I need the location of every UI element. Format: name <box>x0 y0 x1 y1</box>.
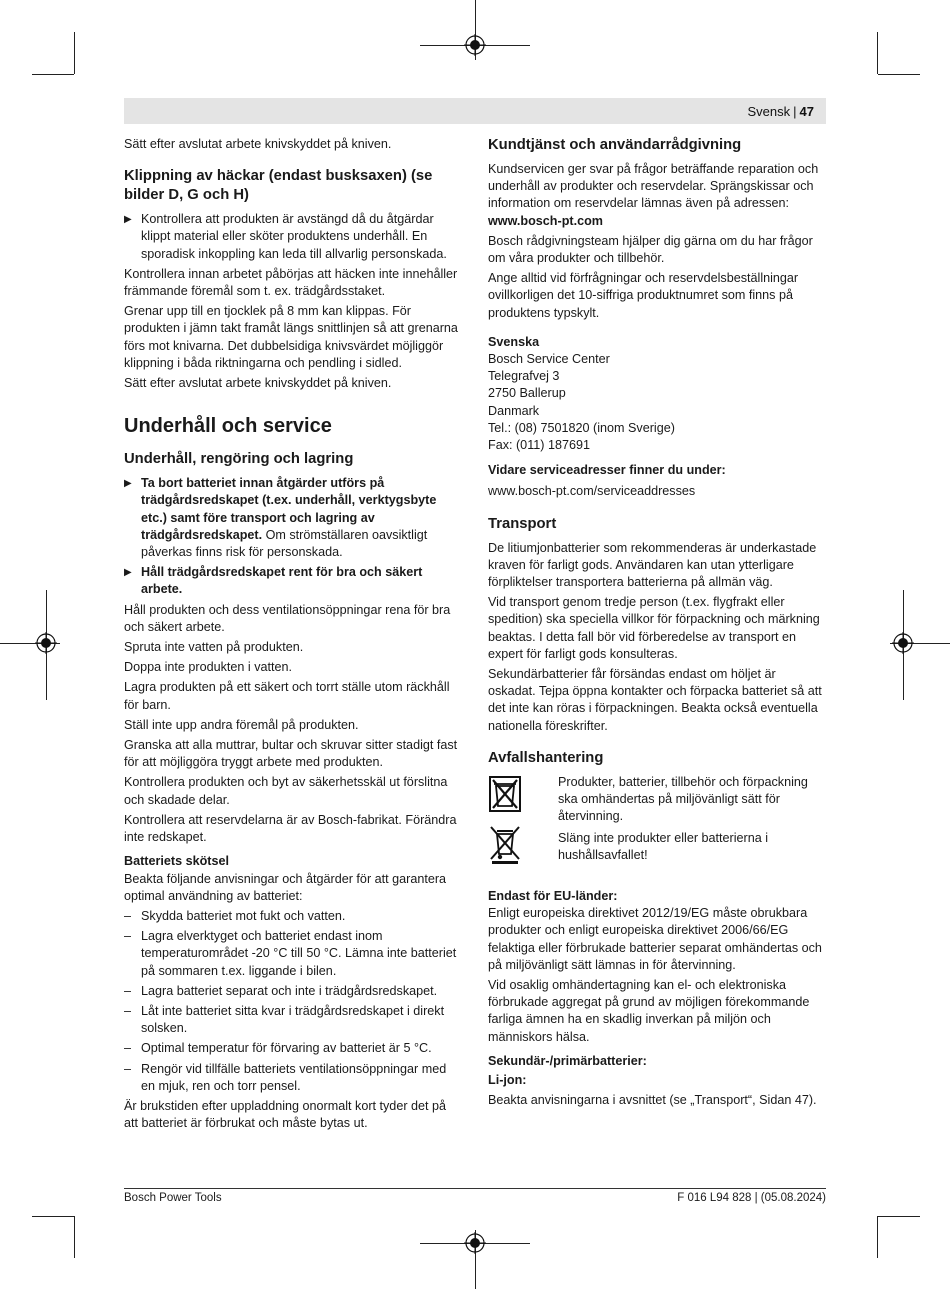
paragraph: Kontrollera innan arbetet påbörjas att häcken inte innehåller främmande föremål som t. ex. trädgårdsstaket. <box>124 266 458 299</box>
page-header: Svensk | 47 <box>747 104 814 119</box>
service-address <box>488 334 826 454</box>
footer-brand: Bosch Power Tools <box>124 1192 222 1204</box>
subheading-battery-care: Batteriets skötsel <box>124 854 229 869</box>
disposal-block <box>488 774 826 874</box>
bullet-item: ▶ Håll trädgårdsredskapet rent för bra och säkert arbete. <box>124 565 423 597</box>
paragraph: Spruta inte vatten på produkten. <box>124 640 304 655</box>
list-item: – Lagra batteriet separat och inte i trädgårdsredskapet. <box>124 983 438 998</box>
paragraph: Sätt efter avslutat arbete knivskyddet på kniven. <box>124 137 392 151</box>
paragraph: Är brukstiden efter uppladdning onormalt kort tyder det på att batteriet är förbrukat och måste bytas ut. <box>124 1098 447 1131</box>
header-language: Svensk <box>747 104 791 119</box>
header-page-number: 47 <box>799 104 814 119</box>
section-heading-transport: Transport <box>488 515 557 532</box>
triangle-bullet-icon: ▶ <box>124 567 132 579</box>
paragraph: Sekundärbatterier får försändas endast om höljet är oskadat. Tejpa öppna kontakter och förpacka batteriet så att det inte kan röras i förpackningen. Beakta också eventuella nationella föreskrifter. <box>488 667 822 733</box>
section-heading-disposal: Avfallshantering <box>488 749 604 766</box>
disposal-text: Släng inte produkter eller batterierna i hushållsavfallet! <box>558 830 769 862</box>
address-line: Fax: (011) 187691 <box>488 438 590 453</box>
registration-mark-icon <box>892 632 914 654</box>
bullet-item: ▶ Kontrollera att produkten är avstängd då du åtgärdar klippt material eller sköter produktens underhåll. En sporadisk inkoppling kan leda till allvarlig personskada. <box>124 212 447 261</box>
section-heading-service: Kundtjänst och användarrådgivning <box>488 137 742 153</box>
address-line: Danmark <box>488 403 540 418</box>
paragraph: Kontrollera att reservdelarna är av Bosch-fabrikat. Förändra inte redskapet. <box>124 812 457 845</box>
right-column <box>488 136 826 1112</box>
paragraph: Doppa inte produkten i vatten. <box>124 660 293 675</box>
triangle-bullet-icon: ▶ <box>124 478 132 490</box>
list-item: – Skydda batteriet mot fukt och vatten. <box>124 908 346 923</box>
paragraph: Enligt europeiska direktivet 2012/19/EG måste obrukbara produkter och enligt europeiska direktivet 2006/66/EG felaktiga eller förbrukade batterier separat omhändertas och på miljövänligt sätt lämnas in för återvinning. <box>488 906 822 972</box>
disposal-text: Produkter, batterier, tillbehör och förpackning ska omhändertas på miljövänligt sätt för återvinning. <box>558 774 808 824</box>
paragraph: Granska att alla muttrar, bultar och skruvar sitter stadigt fast för att möjliggöra tryggt arbete med produkten. <box>124 738 458 770</box>
paragraph: Sätt efter avslutat arbete knivskyddet på kniven. <box>124 376 392 391</box>
chapter-heading-maintenance: Underhåll och service <box>124 415 332 438</box>
address-line: Bosch Service Center <box>488 352 610 367</box>
crop-mark <box>74 32 75 74</box>
crop-mark <box>878 74 920 75</box>
address-country: Svenska <box>488 334 540 349</box>
list-item: – Låt inte batteriet sitta kvar i trädgårdsredskapet i direkt solsken. <box>124 1003 445 1036</box>
subheading-eu: Endast för EU-länder: <box>488 888 618 903</box>
paragraph: Vid osaklig omhändertagning kan el- och elektroniska förbrukade aggregat på grund av möjligen förekommande farliga ämnen ha en skadlig inverkan på miljön och människors hälsa. <box>488 977 810 1044</box>
triangle-bullet-icon: ▶ <box>124 214 132 226</box>
crop-mark <box>32 1216 74 1217</box>
section-heading-hedge: Klippning av häckar (endast busksaxen) (se bilder D, G och H) <box>124 168 433 204</box>
crop-mark <box>877 32 878 74</box>
subheading-li-ion: Li-jon: <box>488 1072 527 1087</box>
crop-mark <box>878 1216 920 1217</box>
paragraph: Beakta följande anvisningar och åtgärder för att garantera optimal användning av batteriet: <box>124 871 447 903</box>
registration-mark-icon <box>35 632 57 654</box>
service-url: www.bosch-pt.com <box>488 213 603 228</box>
footer-doc-id: F 016 L94 828 | (05.08.2024) <box>677 1192 826 1204</box>
more-addresses-label: Vidare serviceadresser finner du under: <box>488 463 726 478</box>
paragraph: Grenar upp till en tjocklek på 8 mm kan klippas. För produkten i jämn takt framåt längs snittlinjen så att grenarna förs mot knivarna. Det dubbelsidiga knivsvärdet möjliggör klippning i båda riktningarna och pendling i sidled. <box>124 304 458 370</box>
footer-rule <box>124 1188 826 1189</box>
paragraph: Vid transport genom tredje person (t.ex. flygfrakt eller spedition) ska speciella villkor för förpackning och märkning beaktas. I detta fall bör vid förberedelse av transport en expert för farligt gods konsulteras. <box>488 595 820 661</box>
header-band <box>124 98 826 124</box>
subheading-batteries: Sekundär-/primärbatterier: <box>488 1053 647 1068</box>
no-household-waste-icon <box>488 774 522 814</box>
service-addresses-url: www.bosch-pt.com/serviceaddresses <box>488 484 696 499</box>
paragraph: Ställ inte upp andra föremål på produkten. <box>124 717 359 732</box>
address-line: Telegrafvej 3 <box>488 369 560 384</box>
registration-mark-icon <box>464 34 486 56</box>
list-item: – Lagra elverktyget och batteriet endast inom temperaturområdet -20 °C till 50 °C. Lämna inte batteriet på sommaren t.ex. liggande i bilen. <box>124 929 457 978</box>
address-line: 2750 Ballerup <box>488 386 566 401</box>
paragraph: Bosch rådgivningsteam hjälper dig gärna om du har frågor om våra produkter och tillbehör. <box>488 233 813 266</box>
paragraph: Kontrollera produkten och byt av säkerhetsskäl ut förslitna och skadade delar. <box>124 775 448 807</box>
list-item: – Optimal temperatur för förvaring av batteriet är 5 °C. <box>124 1041 432 1056</box>
crop-mark <box>877 1216 878 1258</box>
section-heading-cleaning: Underhåll, rengöring och lagring <box>124 451 354 468</box>
paragraph: Håll produkten och dess ventilationsöppningar rena för bra och säkert arbete. <box>124 602 451 634</box>
left-column <box>124 136 460 1135</box>
paragraph: De litiumjonbatterier som rekommenderas är underkastade kraven för farligt gods. Användaren kan utan ytterligare förpliktelser transportera batterierna på allmän väg. <box>488 540 817 590</box>
address-line: Tel.: (08) 7501820 (inom Sverige) <box>488 420 675 435</box>
paragraph: Beakta anvisningarna i avsnittet (se „Transport“, Sidan 47). <box>488 1093 817 1108</box>
crop-mark <box>74 1216 75 1258</box>
paragraph: Ange alltid vid förfrågningar och reservdelsbeställningar ovillkorligen det 10-siffriga produktnumret som finns på produktens typskylt. <box>488 271 799 320</box>
bullet-item: ▶ Ta bort batteriet innan åtgärder utförs på trädgårdsredskapet (t.ex. underhåll, verktygsbyte etc.) samt före transport och lagring av trädgårdsredskapet. Om strömställaren oavsiktligt påverkas finns risk för personskada. <box>124 476 437 560</box>
paragraph: Lagra produkten på ett säkert och torrt ställe utom räckhåll för barn. <box>124 680 450 712</box>
registration-mark-icon <box>464 1232 486 1254</box>
crossed-out-wheelie-bin-icon <box>488 824 522 864</box>
crop-mark <box>32 74 74 75</box>
list-item: – Rengör vid tillfälle batteriets ventilationsöppningar med en mjuk, ren och torr pensel. <box>124 1061 447 1093</box>
paragraph: Kundservicen ger svar på frågor beträffande reparation och underhåll av produkter och reservdelar. Sprängskissar och information om reservdelar lämnas även på adressen: www.bosch-pt.com <box>488 162 819 228</box>
